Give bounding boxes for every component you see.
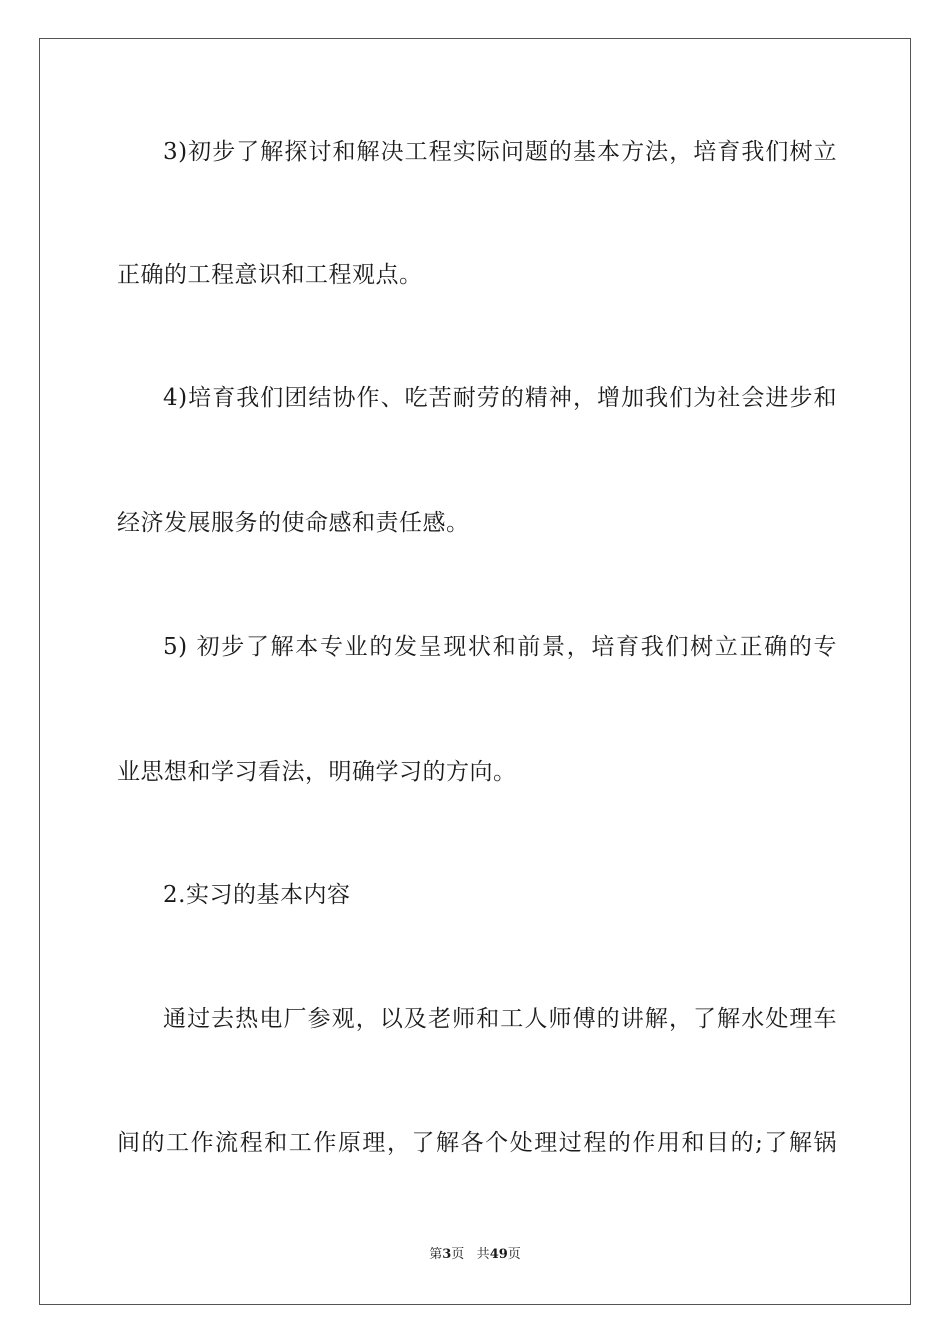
footer-total-pages: 49 xyxy=(489,1247,508,1262)
footer-page-prefix: 第 xyxy=(429,1247,443,1262)
paragraph-line-7: 通过去热电厂参观，以及老师和工人师傅的讲解，了解水处理车 xyxy=(163,1006,837,1032)
page-footer xyxy=(0,1246,950,1264)
footer-total-suffix: 页 xyxy=(507,1247,521,1262)
footer-page-number: 3 xyxy=(442,1247,452,1262)
paragraph-line-8: 间的工作流程和工作原理，了解各个处理过程的作用和目的;了解锅 xyxy=(117,1130,837,1156)
paragraph-line-3: 4)培育我们团结协作、吃苦耐劳的精神，增加我们为社会进步和 xyxy=(163,385,837,411)
footer-total-prefix: 共 xyxy=(476,1247,490,1262)
page-border xyxy=(39,38,911,1305)
paragraph-line-6: 业思想和学习看法，明确学习的方向。 xyxy=(117,759,517,785)
section-heading: 2.实习的基本内容 xyxy=(163,882,351,908)
paragraph-line-4: 经济发展服务的使命感和责任感。 xyxy=(117,510,470,536)
footer-page-suffix: 页 xyxy=(451,1247,465,1262)
paragraph-line-2: 正确的工程意识和工程观点。 xyxy=(117,262,423,288)
paragraph-line-5: 5) 初步了解本专业的发呈现状和前景，培育我们树立正确的专 xyxy=(163,634,837,660)
paragraph-line-1: 3)初步了解探讨和解决工程实际问题的基本方法，培育我们树立 xyxy=(163,139,837,165)
